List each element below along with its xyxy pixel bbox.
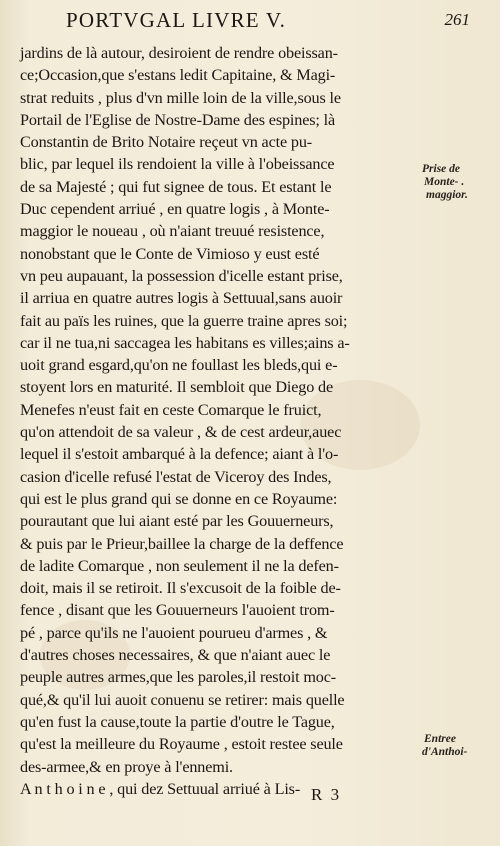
margin-note-prise — [422, 163, 498, 202]
text-line: & puis par le Prieur,baillee la charge de la deffence — [20, 534, 344, 553]
text-line: pé , parce qu'ils ne l'auoient pourueu d'armes , & — [20, 623, 328, 642]
text-line: nonobstant que le Conte de Vimioso y eust esté — [20, 244, 320, 263]
text-line: Menefes n'eust fait en ceste Comarque le fruict, — [20, 400, 322, 419]
text-line: Constantin de Brito Notaire reçeut vn acte pu- — [20, 133, 313, 152]
page-header — [60, 6, 470, 36]
margin-note-line: d'Anthoi- — [422, 746, 468, 758]
text-line: jardins de là autour, desiroient de rendre obeissan- — [20, 44, 338, 62]
text-line: strat reduits , plus d'vn mille loin de la ville,sous le — [20, 88, 341, 107]
text-line: fait au païs les ruines, que la guerre traine apres soi; — [20, 311, 348, 330]
text-line: blic, par lequel ils rendoient la ville à l'obeissance — [20, 155, 335, 174]
text-line: Duc cependent arriué , en quatre logis , à Monte- — [20, 200, 330, 219]
body-text — [20, 42, 422, 800]
text-line: pourautant que lui aiant esté par les Gouuerneurs, — [20, 512, 334, 531]
text-line: Portail de l'Eglise de Nostre-Dame des espines; là — [20, 110, 336, 129]
text-line: lequel il s'estoit ambarqué à la defence; aiant à l'o- — [20, 445, 339, 464]
text-line: vn peu aupauant, la possession d'icelle estant prise, — [20, 266, 343, 285]
running-title: PORTVGAL LIVRE V. — [66, 8, 287, 32]
text-line: doit, mais il se retiroit. Il s'excusoit de la foible de- — [20, 579, 341, 598]
text-line: d'autres choses necessaires, & que n'aiant auec le — [20, 646, 331, 665]
margin-note-line: Entree — [424, 733, 456, 745]
text-line: uoit grand esgard,qu'on ne foullast les bleds,qui e- — [20, 356, 338, 375]
text-line: qu'est la meilleure du Royaume , estoit restee seule — [20, 735, 343, 754]
text-line: A n t h o i n e , qui dez Settuual arriué à Lis- — [20, 779, 301, 798]
text-line: des-armee,& en proye à l'ennemi. — [20, 757, 233, 776]
text-line: de ladite Comarque , non seulement il ne la defen- — [20, 556, 339, 575]
text-line: maggior le noueau , où n'aiant treuué resistence, — [20, 222, 325, 241]
margin-note-line: Prise de — [422, 163, 461, 175]
text-line: peuple autres armes,que les paroles,il restoit moc- — [20, 668, 336, 687]
text-line: il arriua en quatre autres logis à Settuual,sans auoir — [20, 289, 343, 308]
text-line: car il ne tua,ni saccagea les habitans es villes;ains a- — [20, 333, 350, 352]
text-line: ce;Occasion,que s'estans ledit Capitaine, & Magi- — [20, 66, 336, 85]
signature-mark: R 3 — [311, 785, 342, 804]
text-line: fence , disant que les Gouuerneurs l'auoient trom- — [20, 601, 335, 620]
page-number: 261 — [444, 10, 470, 29]
text-line: casion d'icelle refusé l'estat de Viceroy des Indes, — [20, 467, 332, 486]
text-line: qu'en fust la cause,toute la partie d'outre le Tague, — [20, 712, 335, 731]
margin-note-line: maggior. — [426, 189, 468, 201]
text-line: qu'on attendoit de sa valeur , & de cest ardeur,auec — [20, 423, 342, 442]
text-line: qui est le plus grand qui se donne en ce Royaume: — [20, 489, 338, 508]
margin-note-entree — [422, 733, 498, 759]
text-line: qué,& qu'il lui auoit conuenu se retirer: mais quelle — [20, 690, 345, 709]
margin-note-line: Monte- . — [424, 176, 465, 188]
text-line: de sa Majesté ; qui fut signee de tous. Et estant le — [20, 177, 332, 196]
text-line: stoyent lors en maturité. Il sembloit que Diego de — [20, 378, 334, 397]
